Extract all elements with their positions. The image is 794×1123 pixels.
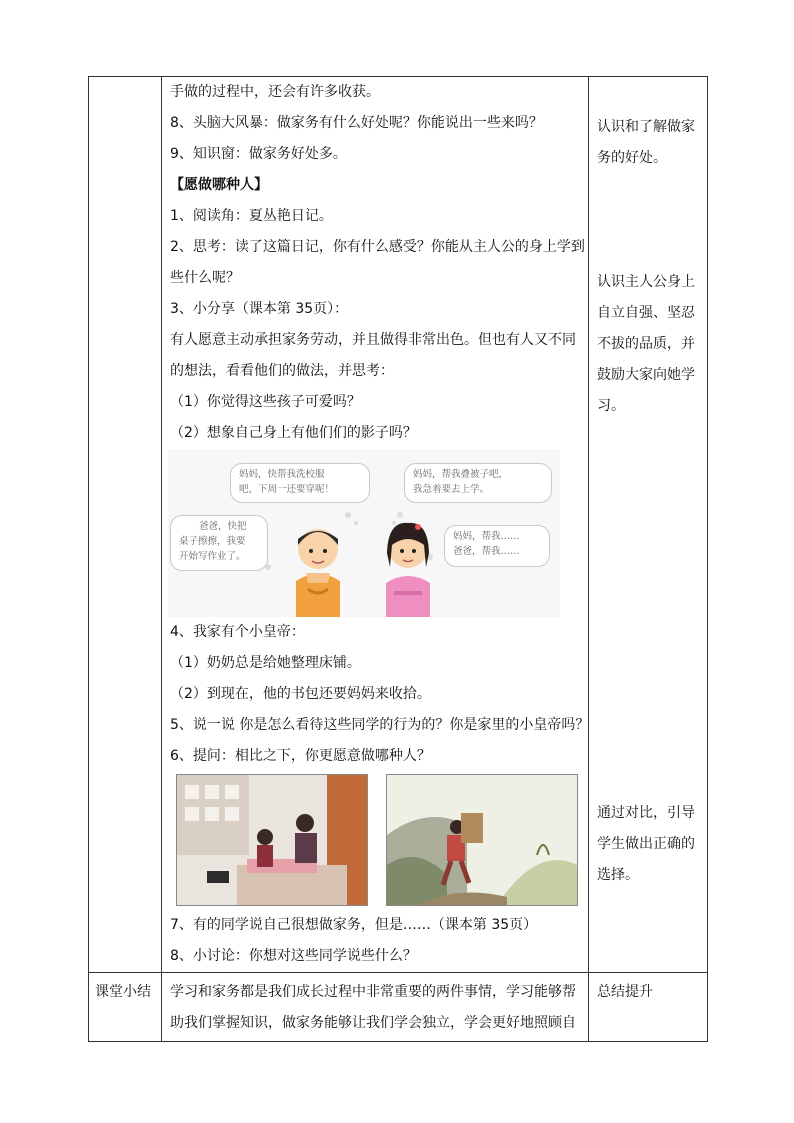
- empty-label-cell: [89, 77, 162, 973]
- objective-notes-cell: [589, 77, 708, 973]
- photo-girl-carrying-basket: [386, 774, 578, 906]
- text-line: （1）奶奶总是给她整理床铺。: [170, 655, 361, 671]
- summary-content-cell: [162, 973, 589, 1042]
- summary-label: 课堂小结: [95, 984, 151, 1000]
- note-block-2: 认识主人公身上 自立自强、坚忍 不拔的品质，并 鼓励大家向她学 习。: [597, 274, 695, 414]
- text-line: 8、头脑大风暴：做家务有什么好处呢？你能说出一些来吗？: [170, 115, 543, 131]
- text-line: （1）你觉得这些孩子可爱吗？: [170, 394, 361, 410]
- text-line: 1、阅读角：夏丛艳日记。: [170, 208, 333, 224]
- text-line: 2、思考：读了这篇日记，你有什么感受？你能从主人公的身上学到: [170, 239, 585, 255]
- summary-note: 总结提升: [597, 984, 653, 1000]
- section-title: 【愿做哪种人】: [170, 177, 268, 193]
- text-line: 8、小讨论：你想对这些同学说些什么？: [170, 948, 417, 964]
- speech-bubble-right: 妈妈，帮我…… 爸爸，帮我……: [444, 525, 550, 567]
- text-line: 9、知识窗：做家务好处多。: [170, 146, 347, 162]
- lesson-plan-table: [88, 76, 708, 1042]
- speech-bubble-top-left: 妈妈，快帮我洗校服 吧，下周一还要穿呢！: [230, 463, 370, 503]
- activity-content-cell: [162, 77, 589, 973]
- note-block-1: 认识和了解做家 务的好处。: [597, 119, 695, 166]
- comparison-photos: [162, 772, 588, 910]
- text-line: 3、小分享（课本第 35页）：: [170, 301, 349, 317]
- summary-note-cell: [589, 973, 708, 1042]
- kids-illustration: [168, 449, 588, 617]
- summary-text-line: 助我们掌握知识，做家务能够让我们学会独立，学会更好地照顾自: [170, 1015, 576, 1031]
- text-line: （2）想象自己身上有他们们的影子吗？: [170, 425, 417, 441]
- text-line: 4、我家有个小皇帝：: [170, 624, 305, 640]
- text-line: 的想法，看看他们的做法，并思考：: [170, 363, 394, 379]
- speech-bubble-left: 爸爸，快把 桌子擦擦，我要 开始写作业了。: [170, 515, 268, 571]
- text-line: 6、提问：相比之下，你更愿意做哪种人？: [170, 748, 431, 764]
- text-line: 手做的过程中，还会有许多收获。: [170, 84, 380, 100]
- summary-row: [89, 973, 708, 1042]
- text-line: 7、有的同学说自己很想做家务，但是……（课本第 35页）: [170, 917, 538, 933]
- summary-text-line: 学习和家务都是我们成长过程中非常重要的两件事情，学习能够帮: [170, 984, 576, 1000]
- summary-label-cell: [89, 973, 162, 1042]
- text-line: 有人愿意主动承担家务劳动，并且做得非常出色。但也有人又不同: [170, 332, 576, 348]
- text-line: （2）到现在，他的书包还要妈妈来收拾。: [170, 686, 431, 702]
- text-line: 些什么呢？: [170, 270, 240, 286]
- speech-bubble-top-right: 妈妈，帮我叠被子吧， 我急着要去上学。: [404, 463, 552, 503]
- text-line: 5、说一说 你是怎么看待这些同学的行为的？你是家里的小皇帝吗？: [170, 717, 590, 733]
- photo-grandma-making-bed: [176, 774, 368, 906]
- note-block-3: 通过对比，引导 学生做出正确的 选择。: [597, 805, 695, 883]
- activity-row: [89, 77, 708, 973]
